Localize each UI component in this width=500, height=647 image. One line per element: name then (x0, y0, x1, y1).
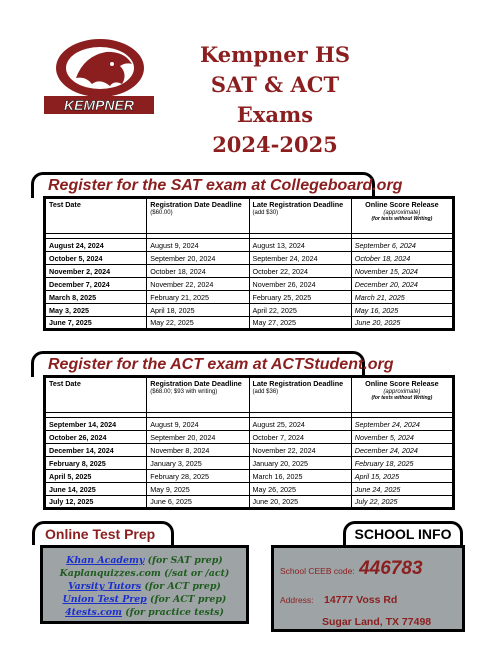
score-release-cell: September 24, 2024 (351, 418, 453, 431)
sat-header-row (45, 198, 454, 234)
score-release-cell: October 18, 2024 (351, 252, 453, 265)
late-registration-cell: January 20, 2025 (249, 457, 351, 470)
registration-deadline-cell: May 22, 2025 (147, 317, 249, 330)
title-year: 2024-2025 (212, 132, 338, 157)
sat-table-body (45, 234, 454, 330)
col-test-date: Test Date (45, 377, 147, 413)
score-release-cell: May 16, 2025 (351, 304, 453, 317)
sat-section-heading: Register for the SAT exam at Collegeboard.org (31, 172, 375, 198)
table-row (45, 496, 454, 509)
col-late-registration: Late Registration Deadline (add $36) (249, 377, 351, 413)
table-row (45, 483, 454, 496)
table-row (45, 239, 454, 252)
act-table-body (45, 413, 454, 509)
prep-item-kaplan: Kaplanquizzes.com (/sat or /act) (59, 568, 230, 579)
ceeb-row (280, 558, 456, 580)
late-registration-cell: September 24, 2024 (249, 252, 351, 265)
online-test-prep-heading: Online Test Prep (32, 521, 174, 545)
registration-deadline-cell: September 20, 2024 (147, 252, 249, 265)
prep-item-khan-academy: Khan Academy (for SAT prep) (66, 555, 223, 566)
registration-deadline-cell: September 20, 2024 (147, 431, 249, 444)
table-row (45, 304, 454, 317)
score-release-cell: July 22, 2025 (351, 496, 453, 509)
score-release-cell: February 18, 2025 (351, 457, 453, 470)
test-date-cell: December 14, 2024 (45, 444, 147, 457)
late-registration-cell: November 22, 2024 (249, 444, 351, 457)
registration-deadline-cell: November 22, 2024 (147, 278, 249, 291)
table-row (45, 444, 454, 457)
khan-academy-link[interactable]: Khan Academy (66, 555, 145, 566)
test-date-cell: December 7, 2024 (45, 278, 147, 291)
test-date-cell: November 2, 2024 (45, 265, 147, 278)
late-registration-cell: August 13, 2024 (249, 239, 351, 252)
kempner-cougar-logo (40, 38, 158, 116)
col-registration-deadline: Registration Date Deadline ($68.00; $93 with writing) (147, 377, 249, 413)
score-release-cell: September 6, 2024 (351, 239, 453, 252)
score-release-cell: March 21, 2025 (351, 291, 453, 304)
col-late-registration: Late Registration Deadline (add $30) (249, 198, 351, 234)
col-registration-deadline: Registration Date Deadline ($60.00) (147, 198, 249, 234)
late-registration-cell: February 25, 2025 (249, 291, 351, 304)
union-test-prep-link[interactable]: Union Test Prep (62, 594, 147, 605)
col-score-release: Online Score Release (approximate) (for tests without Writing) (351, 377, 453, 413)
act-header-row (45, 377, 454, 413)
registration-deadline-cell: May 9, 2025 (147, 483, 249, 496)
score-release-cell: November 15, 2024 (351, 265, 453, 278)
title-exams: SAT & ACT Exams (210, 72, 340, 127)
registration-deadline-cell: April 18, 2025 (147, 304, 249, 317)
late-registration-cell: March 16, 2025 (249, 470, 351, 483)
school-info-heading: SCHOOL INFO (343, 521, 463, 545)
registration-deadline-cell: June 6, 2025 (147, 496, 249, 509)
test-date-cell: August 24, 2024 (45, 239, 147, 252)
address-street: 14777 Voss Rd (324, 594, 398, 606)
col-score-release: Online Score Release (approximate) (for tests without Writing) (351, 198, 453, 234)
table-row (45, 265, 454, 278)
registration-deadline-cell: February 28, 2025 (147, 470, 249, 483)
sat-schedule-table (43, 196, 455, 331)
prep-item-4tests: 4tests.com (for practice tests) (65, 607, 224, 618)
test-date-cell: June 7, 2025 (45, 317, 147, 330)
registration-deadline-cell: August 9, 2024 (147, 239, 249, 252)
table-row (45, 278, 454, 291)
table-row (45, 470, 454, 483)
test-date-cell: May 3, 2025 (45, 304, 147, 317)
page-title (175, 40, 375, 160)
late-registration-cell: October 7, 2024 (249, 431, 351, 444)
act-schedule-table (43, 375, 455, 510)
test-date-cell: June 14, 2025 (45, 483, 147, 496)
address-label: Address: (280, 595, 314, 605)
score-release-cell: December 20, 2024 (351, 278, 453, 291)
late-registration-cell: April 22, 2025 (249, 304, 351, 317)
table-row (45, 317, 454, 330)
4tests-link[interactable]: 4tests.com (65, 607, 122, 618)
registration-deadline-cell: January 3, 2025 (147, 457, 249, 470)
test-date-cell: September 14, 2024 (45, 418, 147, 431)
registration-deadline-cell: February 21, 2025 (147, 291, 249, 304)
late-registration-cell: May 27, 2025 (249, 317, 351, 330)
test-date-cell: February 8, 2025 (45, 457, 147, 470)
table-row (45, 252, 454, 265)
registration-deadline-cell: August 9, 2024 (147, 418, 249, 431)
table-row (45, 418, 454, 431)
test-date-cell: July 12, 2025 (45, 496, 147, 509)
test-date-cell: October 5, 2024 (45, 252, 147, 265)
score-release-cell: November 5, 2024 (351, 431, 453, 444)
score-release-cell: June 24, 2025 (351, 483, 453, 496)
title-school: Kempner HS (199, 42, 351, 67)
table-row (45, 431, 454, 444)
late-registration-cell: June 20, 2025 (249, 496, 351, 509)
ceeb-label: School CEEB code: (280, 566, 355, 576)
test-date-cell: October 26, 2024 (45, 431, 147, 444)
logo-text: KEMPNER (63, 97, 135, 113)
varsity-tutors-link[interactable]: Varsity Tutors (68, 581, 142, 592)
school-info-box (271, 545, 465, 632)
address-row (280, 590, 456, 608)
score-release-cell: April 15, 2025 (351, 470, 453, 483)
registration-deadline-cell: November 8, 2024 (147, 444, 249, 457)
act-section-heading: Register for the ACT exam at ACTStudent.org (31, 351, 365, 377)
address-city: Sugar Land, TX 77498 (322, 616, 432, 628)
ceeb-code: 446783 (359, 558, 423, 579)
online-test-prep-box (40, 545, 249, 624)
prep-item-varsity-tutors: Varsity Tutors (for ACT prep) (68, 581, 221, 592)
registration-deadline-cell: October 18, 2024 (147, 265, 249, 278)
table-row (45, 457, 454, 470)
address-city-row (280, 612, 456, 630)
late-registration-cell: October 22, 2024 (249, 265, 351, 278)
table-row (45, 291, 454, 304)
score-release-cell: December 24, 2024 (351, 444, 453, 457)
score-release-cell: June 20, 2025 (351, 317, 453, 330)
late-registration-cell: May 26, 2025 (249, 483, 351, 496)
col-test-date: Test Date (45, 198, 147, 234)
test-date-cell: March 8, 2025 (45, 291, 147, 304)
test-date-cell: April 5, 2025 (45, 470, 147, 483)
prep-item-union-test-prep: Union Test Prep (for ACT prep) (62, 594, 227, 605)
late-registration-cell: November 26, 2024 (249, 278, 351, 291)
late-registration-cell: August 25, 2024 (249, 418, 351, 431)
